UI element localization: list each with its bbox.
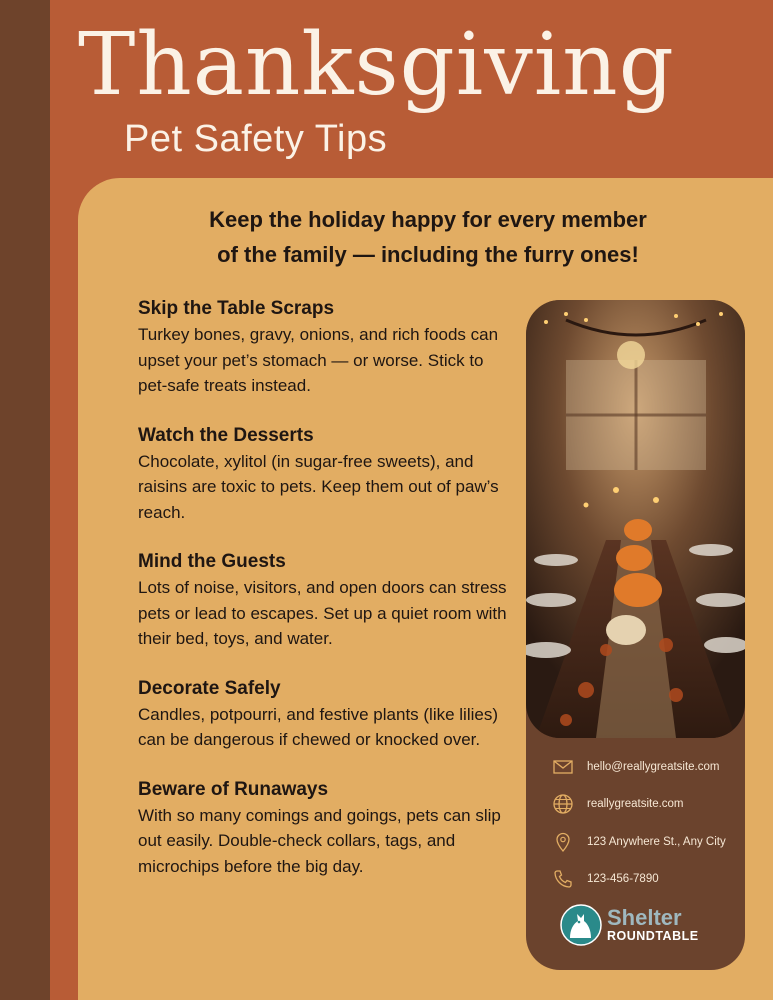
dinner-table-photo bbox=[526, 300, 745, 738]
page-subtitle: Pet Safety Tips bbox=[124, 118, 388, 160]
header bbox=[50, 0, 773, 190]
left-accent-strip bbox=[0, 0, 50, 1000]
logo-name: Shelter bbox=[607, 905, 682, 931]
website-text[interactable]: reallygreatsite.com bbox=[587, 798, 684, 811]
shelter-logo-icon bbox=[560, 904, 602, 946]
tip-title: Mind the Guests bbox=[138, 551, 286, 572]
contact-website[interactable] bbox=[552, 786, 742, 824]
mail-icon bbox=[552, 756, 574, 778]
contact-phone[interactable] bbox=[552, 861, 742, 899]
logo-subname: ROUNDTABLE bbox=[607, 929, 699, 944]
globe-icon bbox=[552, 793, 574, 815]
content-card bbox=[78, 178, 773, 1000]
shelter-roundtable-logo bbox=[560, 904, 699, 946]
location-pin-icon bbox=[552, 831, 574, 853]
tip-body: Chocolate, xylitol (in sugar-free sweets), and raisins are toxic to pets. Keep them out of paw’s reach. bbox=[138, 451, 499, 522]
tip-item bbox=[138, 777, 513, 880]
tip-title: Decorate Safely bbox=[138, 677, 281, 699]
intro-line-2: of the family — including the furry ones! bbox=[217, 242, 639, 267]
page-title: Thanksgiving bbox=[78, 15, 675, 115]
logo-text bbox=[607, 907, 699, 943]
address-text: 123 Anywhere St., Any City bbox=[587, 835, 726, 848]
tip-body: With so many comings and goings, pets can slip out easily. Double-check collars, tags, and microchips before the big day. bbox=[138, 805, 501, 876]
contact-address bbox=[552, 823, 742, 861]
tip-item bbox=[138, 296, 513, 399]
phone-text[interactable]: 123-456-7890 bbox=[587, 873, 659, 886]
intro-line-1: Keep the holiday happy for every member bbox=[209, 207, 647, 232]
intro-text bbox=[118, 202, 738, 272]
tip-title: Skip the Table Scraps bbox=[138, 298, 335, 319]
tip-body: Candles, potpourri, and festive plants (like lilies) can be dangerous if chewed or knocked over. bbox=[138, 704, 499, 749]
tip-title: Watch the Desserts bbox=[138, 424, 314, 446]
phone-icon bbox=[552, 868, 574, 890]
contact-list bbox=[552, 748, 742, 898]
tips-list bbox=[138, 296, 513, 903]
tip-title: Beware of Runaways bbox=[138, 778, 329, 800]
tip-body: Lots of noise, visitors, and open doors can stress pets or lead to escapes. Set up a quiet room with their bed, toys, and water. bbox=[138, 578, 507, 648]
contact-panel bbox=[526, 300, 745, 970]
tip-item bbox=[138, 423, 513, 526]
tip-item bbox=[138, 676, 513, 753]
tip-body: Turkey bones, gravy, onions, and rich foods can upset your pet’s stomach — or worse. Stick to pet-safe treats instead. bbox=[138, 325, 499, 395]
contact-email[interactable] bbox=[552, 748, 742, 786]
tip-item bbox=[138, 549, 513, 652]
email-text[interactable]: hello@reallygreatsite.com bbox=[587, 760, 720, 773]
